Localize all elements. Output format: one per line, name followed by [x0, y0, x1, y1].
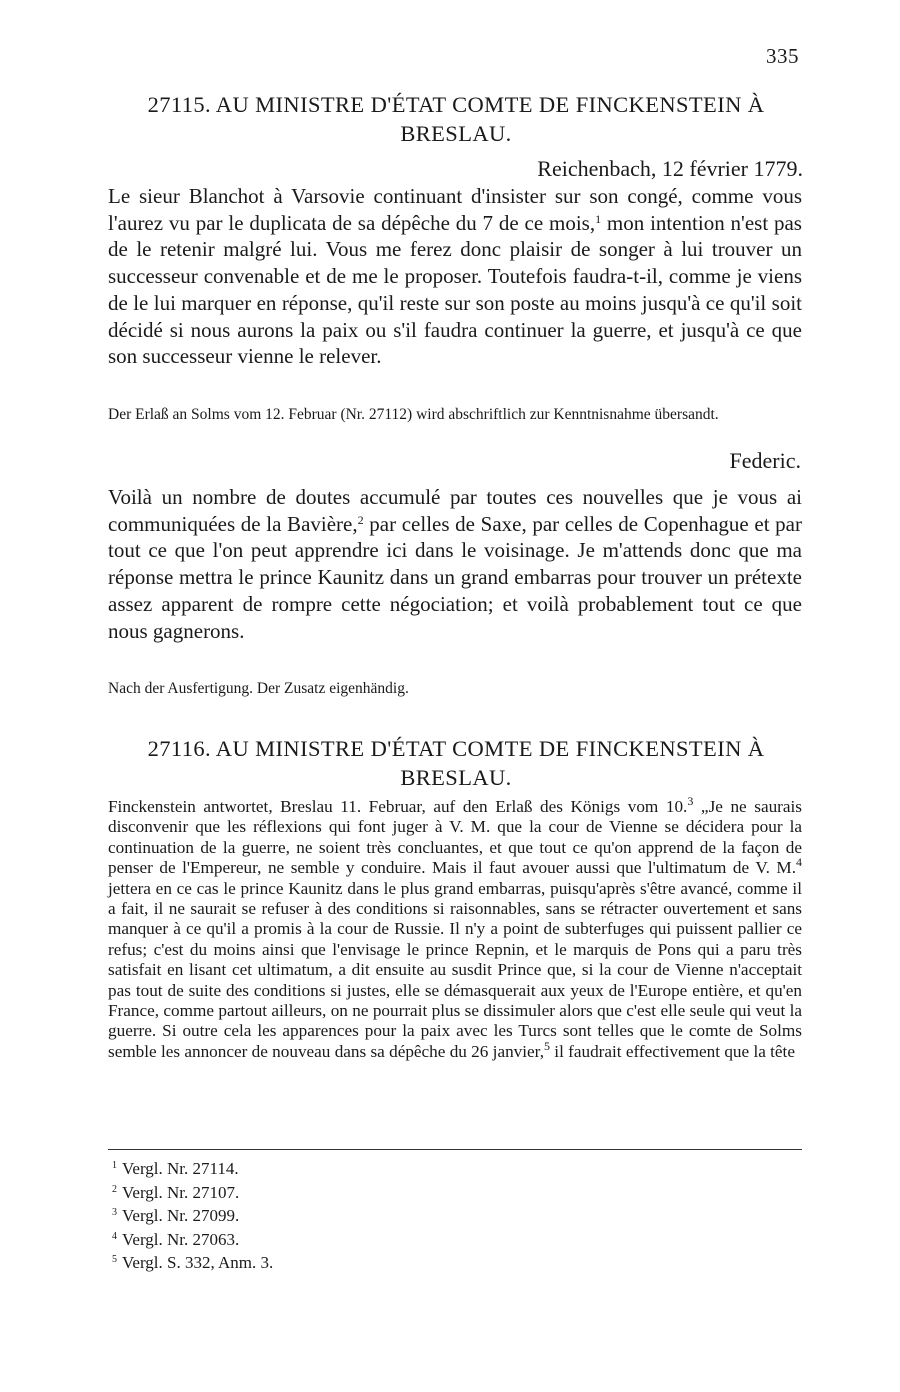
report-text-c: jettera en ce cas le prince Kaunitz dans le plus grand embarras, puisqu'après s'être avancé, comme il a fait, il ne saurait se refuser à des conditions si raisonnables, sans se rétracter ouvertement et sans manquer à ce qu'il a promis à la cour de Russie. Il n'y a point de subterfuges qui puissent pallier ce refus; c'est du moins ainsi que l'envisage le prince Repnin, et le marquis de Pons qui a paru très satisfait en lisant cet ultimatum, a dit ensuite au susdit Prince que, si la cour de Vienne n'acceptait pas tout de suite des conditions si justes, elle se démasquerait aux yeux de l'Europe entière, et qu'en France, comme partout ailleurs, on ne pourrait plus se dissimuler alors que c'est elle seule qui veut la guerre. Si outre cela les apparences pour la paix avec les Turcs sont telles que le comte de Solms semble les annoncer de nouveau dans sa dépêche du 26 janvier, [108, 878, 802, 1061]
footnote-divider [108, 1149, 802, 1150]
footnote-number: 4 [112, 1230, 117, 1242]
dateline: Reichenbach, 12 février 1779. [537, 156, 803, 181]
footnote-text: Vergl. S. 332, Anm. 3. [122, 1253, 274, 1272]
footnote [112, 1203, 273, 1227]
report-text-a: Finckenstein antwortet, Breslau 11. Februar, auf den Erlaß des Königs vom 10. [108, 797, 688, 816]
footnote-ref-3: 3 [687, 794, 694, 808]
postscript [108, 484, 802, 644]
footnote-ref-4: 4 [796, 855, 802, 870]
editorial-note-2: Nach der Ausfertigung. Der Zusatz eigenhändig. [108, 680, 409, 697]
footnote-number: 3 [112, 1207, 117, 1218]
footnote-number: 5 [112, 1254, 117, 1265]
footnotes [112, 1156, 273, 1274]
letter-body-text-b: mon intention n'est pas de le retenir malgré lui. Vous me ferez donc plaisir de songer à lui trouver un successeur convenable et de me le proposer. Toutefois faudra-t-il, comme je viens de le lui marquer en réponse, qu'il reste sur son poste au moins jusqu'à ce qu'il soit décidé si nous aurons la paix ou s'il faudra continuer la guerre, et jusqu'à ce que son successeur vienne le relever. [108, 210, 802, 369]
footnote-text: Vergl. Nr. 27063. [122, 1229, 240, 1249]
report-text-d: il faudrait effectivement que la tête [550, 1041, 795, 1061]
footnote-text: Vergl. Nr. 27114. [122, 1159, 239, 1178]
finckenstein-report [108, 794, 802, 1062]
document-heading-27116: 27116. AU MINISTRE D'ÉTAT COMTE DE FINCKENSTEIN À BRESLAU. [147, 736, 765, 790]
postscript-text-b: par celles de Saxe, par celles de Copenhague et par tout ce que l'on peut apprendre ici dans le voisinage. Je m'attends donc que ma réponse mettra le prince Kaunitz dans un grand embarras pour trouver un prétexte assez apparent de rompre cette négociation; et voilà probablement tout ce que nous gagnerons. [108, 511, 802, 643]
page-number: 335 [766, 44, 799, 68]
report-text-b: „Je ne saurais disconvenir que les réflexions qui font juger à V. M. que la cour de Vienne se décidera pour la continuation de la guerre, ne soient très concluantes, et que tout ce qu'on apprend de la façon de penser de l'Empereur, ne semble y conduire. Mais il faut avouer aussi que l'ultimatum de V. M. [108, 797, 802, 878]
letter-body-text-a: Le sieur Blanchot à Varsovie continuant d'insister sur son congé, comme vous l'aurez vu par le duplicata de sa dépêche du 7 de ce mois, [108, 184, 802, 235]
document-heading-27115: 27115. AU MINISTRE D'ÉTAT COMTE DE FINCKENSTEIN À BRESLAU. [147, 92, 765, 146]
footnote-ref-1: 1 [595, 211, 602, 226]
footnote [112, 1180, 273, 1204]
letter-body [108, 183, 802, 370]
footnote-number: 2 [112, 1183, 117, 1195]
footnote [112, 1156, 273, 1180]
footnote-text: Vergl. Nr. 27099. [122, 1206, 240, 1225]
signature: Federic. [729, 448, 801, 473]
footnote-number: 1 [112, 1160, 117, 1171]
footnote [112, 1250, 273, 1274]
footnote-ref-2: 2 [357, 512, 364, 527]
footnote-ref-5: 5 [544, 1038, 550, 1053]
footnote [112, 1227, 273, 1251]
editorial-note-1: Der Erlaß an Solms vom 12. Februar (Nr. 27112) wird abschriftlich zur Kenntnisnahme übersandt. [108, 406, 719, 423]
postscript-text-a: Voilà un nombre de doutes accumulé par toutes ces nouvelles que je vous ai communiquées de la Bavière, [108, 485, 802, 536]
footnote-text: Vergl. Nr. 27107. [122, 1182, 240, 1202]
